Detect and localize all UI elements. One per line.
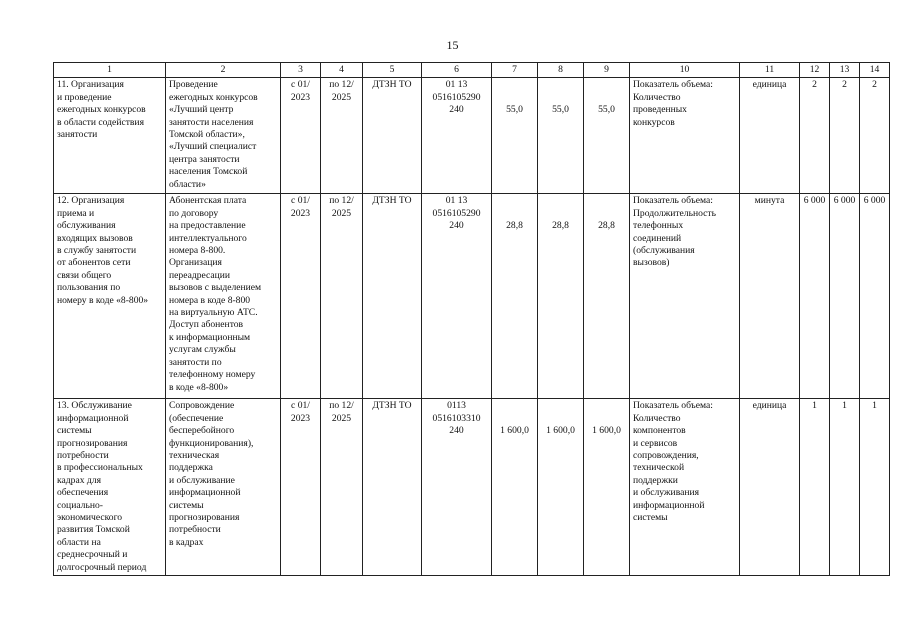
indicator-cell [630, 78, 740, 194]
budget-code-cell [422, 78, 492, 194]
cell-text-line: кадрах для [57, 474, 101, 486]
amount-2024-cell [538, 399, 584, 576]
cell-text-line: телефонному номеру [169, 369, 256, 381]
column-number: 13 [830, 63, 860, 78]
cell-text-line: среднесрочный и [57, 549, 128, 561]
cell-text-line: номера 8-800. [169, 245, 226, 257]
cell-text: 1 [872, 400, 877, 412]
amount-2023-cell [492, 399, 538, 576]
cell-text-line: ежегодных конкурсов [169, 91, 258, 103]
cell-text-line: потребности [169, 524, 221, 536]
column-number: 8 [538, 63, 584, 78]
value-2025-cell [860, 78, 890, 194]
cell-text-line: от абонентов сети [57, 257, 131, 269]
cell-text: ДТЗН ТО [372, 400, 412, 412]
cell-text-line: 01 13 [445, 79, 468, 91]
value-2023-cell [800, 399, 830, 576]
table-row [54, 78, 890, 194]
cell-text-line: Томской области», [169, 129, 245, 141]
value-2024-cell [830, 399, 860, 576]
cell-text-line: Сопровождение [169, 400, 235, 412]
cell-text: единица [752, 400, 787, 412]
budget-code-cell [422, 399, 492, 576]
cell-text-line: экономического [57, 512, 123, 524]
cell-text-line: в коде «8-800» [169, 381, 229, 393]
cell-text: 6 000 [803, 195, 826, 207]
cell-text-line: номеру в коде «8-800» [57, 294, 149, 306]
table-row [54, 194, 890, 399]
amount-2024-cell [538, 78, 584, 194]
cell-text-line: центра занятости [169, 153, 240, 165]
value-2024-cell [830, 194, 860, 399]
cell-text-line: к информационным [169, 331, 251, 343]
amount-2023-cell [492, 78, 538, 194]
column-number: 3 [281, 63, 321, 78]
column-number: 5 [363, 63, 422, 78]
cell-text-line: системы [57, 425, 92, 437]
cell-text-line: 01 13 [445, 195, 468, 207]
unit-cell [740, 194, 800, 399]
indicator-cell [630, 194, 740, 399]
cell-text-line: системы [169, 499, 204, 511]
value-2023-cell [800, 194, 830, 399]
start-date-cell [281, 78, 321, 194]
amount-2025-cell [584, 78, 630, 194]
cell-text: 1 [812, 400, 817, 412]
cell-text-line: обслуживания [57, 220, 116, 232]
cell-text: 2 [872, 79, 877, 91]
cell-text-line: поддержка [169, 462, 213, 474]
column-number: 9 [584, 63, 630, 78]
budget-activities-table [53, 62, 890, 576]
start-date-cell [281, 399, 321, 576]
cell-text-line: Показатель объема: [633, 79, 713, 91]
cell-text-line: на виртуальную АТС. [169, 307, 258, 319]
cell-text-line: приема и [57, 207, 95, 219]
cell-text-line: ежегодных конкурсов [57, 104, 146, 116]
budget-code-cell [422, 194, 492, 399]
cell-text-line: и сервисов [633, 437, 678, 449]
cell-text: минута [754, 195, 785, 207]
amount-2024-cell [538, 194, 584, 399]
cell-text: 28,8 [506, 220, 523, 232]
end-date-cell [321, 78, 363, 194]
cell-text: 1 600,0 [546, 425, 575, 437]
cell-text: 55,0 [552, 104, 569, 116]
cell-text: 2 [812, 79, 817, 91]
cell-text-line: системы [633, 512, 668, 524]
page-number: 15 [446, 38, 459, 52]
cell-text-line: прогнозирования [169, 512, 240, 524]
activity-description-cell [166, 78, 281, 194]
cell-text-line: в кадрах [169, 536, 204, 548]
cell-text-line: 240 [449, 104, 464, 116]
activity-name-cell [54, 194, 166, 399]
cell-text-line: 0113 [447, 400, 466, 412]
cell-text-line: 11. Организация [57, 79, 124, 91]
cell-text-line: долгосрочный период [57, 561, 147, 573]
cell-text-line: переадресации [169, 269, 231, 281]
cell-text-line: обеспечения [57, 487, 109, 499]
end-date-cell [321, 194, 363, 399]
amount-2025-cell [584, 399, 630, 576]
cell-text-line: прогнозирования [57, 437, 128, 449]
cell-text-line: вызовов) [633, 257, 670, 269]
cell-text: 55,0 [598, 104, 615, 116]
cell-text-line: социально- [57, 499, 103, 511]
cell-text-line: 0516105290 [432, 91, 481, 103]
column-number: 2 [166, 63, 281, 78]
cell-text: 55,0 [506, 104, 523, 116]
column-number-row [54, 63, 890, 78]
cell-text-line: 2023 [290, 412, 311, 424]
column-number: 7 [492, 63, 538, 78]
cell-text-line: по 12/ [329, 195, 354, 207]
value-2025-cell [860, 194, 890, 399]
column-number: 12 [800, 63, 830, 78]
column-number: 4 [321, 63, 363, 78]
cell-text-line: бесперебойного [169, 425, 235, 437]
amount-2025-cell [584, 194, 630, 399]
cell-text-line: входящих вызовов [57, 232, 133, 244]
activity-description-cell [166, 399, 281, 576]
cell-text-line: Проведение [169, 79, 218, 91]
cell-text-line: Количество [633, 91, 681, 103]
executor-cell [363, 78, 422, 194]
cell-text-line: номера в коде 8-800 [169, 294, 251, 306]
cell-text-line: Показатель объема: [633, 400, 713, 412]
cell-text-line: «Лучший специалист [169, 141, 257, 153]
indicator-cell [630, 399, 740, 576]
cell-text-line: телефонных [633, 220, 684, 232]
cell-text-line: Абонентская плата [169, 195, 247, 207]
cell-text-line: 240 [449, 425, 464, 437]
cell-text-line: информационной [633, 499, 705, 511]
cell-text-line: 0516103310 [432, 412, 481, 424]
cell-text: 28,8 [598, 220, 615, 232]
table-row [54, 399, 890, 576]
cell-text-line: функционирования), [169, 437, 254, 449]
cell-text-line: 2025 [331, 412, 352, 424]
cell-text: 1 600,0 [592, 425, 621, 437]
cell-text-line: населения Томской [169, 166, 248, 178]
cell-text-line: с 01/ [291, 195, 310, 207]
cell-text-line: Организация [169, 257, 222, 269]
cell-text-line: пользования по [57, 282, 121, 294]
cell-text: 6 000 [863, 195, 886, 207]
cell-text-line: Доступ абонентов [169, 319, 244, 331]
end-date-cell [321, 399, 363, 576]
value-2025-cell [860, 399, 890, 576]
cell-text-line: 13. Обслуживание [57, 400, 132, 412]
cell-text-line: области на [57, 536, 101, 548]
cell-text: 2 [842, 79, 847, 91]
column-number: 14 [860, 63, 890, 78]
cell-text-line: и проведение [57, 91, 112, 103]
cell-text-line: в службу занятости [57, 245, 137, 257]
cell-text-line: информационной [57, 412, 129, 424]
cell-text-line: услугам службы [169, 344, 236, 356]
cell-text-line: 12. Организация [57, 195, 125, 207]
cell-text-line: интеллектуального [169, 232, 247, 244]
cell-text-line: (обеспечение [169, 412, 224, 424]
column-number: 6 [422, 63, 492, 78]
cell-text-line: компонентов [633, 425, 686, 437]
cell-text-line: технической [633, 462, 685, 474]
cell-text-line: проведенных [633, 104, 687, 116]
cell-text: ДТЗН ТО [372, 195, 412, 207]
cell-text-line: конкурсов [633, 116, 675, 128]
cell-text: 28,8 [552, 220, 569, 232]
cell-text-line: в области содействия [57, 116, 144, 128]
executor-cell [363, 194, 422, 399]
cell-text-line: 2025 [331, 91, 352, 103]
cell-text-line: 2023 [290, 207, 311, 219]
cell-text-line: и обслуживания [633, 487, 700, 499]
cell-text-line: с 01/ [291, 79, 310, 91]
executor-cell [363, 399, 422, 576]
cell-text-line: области» [169, 178, 206, 190]
cell-text-line: «Лучший центр [169, 104, 234, 116]
cell-text-line: 2025 [331, 207, 352, 219]
activity-name-cell [54, 399, 166, 576]
cell-text-line: Продолжительность [633, 207, 716, 219]
cell-text-line: Количество [633, 412, 681, 424]
cell-text-line: связи общего [57, 269, 112, 281]
cell-text-line: 240 [449, 220, 464, 232]
cell-text-line: соединений [633, 232, 682, 244]
start-date-cell [281, 194, 321, 399]
cell-text-line: занятости [57, 129, 98, 141]
activity-description-cell [166, 194, 281, 399]
cell-text-line: по договору [169, 207, 219, 219]
column-number: 1 [54, 63, 166, 78]
cell-text-line: и обслуживание [169, 474, 235, 486]
value-2023-cell [800, 78, 830, 194]
column-number: 10 [630, 63, 740, 78]
cell-text-line: Показатель объема: [633, 195, 713, 207]
cell-text: 1 600,0 [500, 425, 529, 437]
cell-text-line: (обслуживания [633, 245, 695, 257]
cell-text: единица [752, 79, 787, 91]
cell-text-line: занятости по [169, 356, 222, 368]
cell-text-line: техническая [169, 450, 220, 462]
amount-2023-cell [492, 194, 538, 399]
cell-text-line: поддержки [633, 474, 678, 486]
cell-text-line: с 01/ [291, 400, 310, 412]
cell-text: ДТЗН ТО [372, 79, 412, 91]
cell-text-line: по 12/ [329, 79, 354, 91]
cell-text-line: на предоставление [169, 220, 246, 232]
cell-text-line: в профессиональных [57, 462, 143, 474]
cell-text-line: по 12/ [329, 400, 354, 412]
unit-cell [740, 399, 800, 576]
cell-text: 6 000 [833, 195, 856, 207]
cell-text-line: информационной [169, 487, 241, 499]
activity-name-cell [54, 78, 166, 194]
cell-text-line: вызовов с выделением [169, 282, 262, 294]
cell-text-line: 2023 [290, 91, 311, 103]
value-2024-cell [830, 78, 860, 194]
cell-text-line: потребности [57, 450, 109, 462]
cell-text-line: развития Томской [57, 524, 130, 536]
column-number: 11 [740, 63, 800, 78]
unit-cell [740, 78, 800, 194]
cell-text: 1 [842, 400, 847, 412]
cell-text-line: занятости населения [169, 116, 254, 128]
cell-text-line: 0516105290 [432, 207, 481, 219]
cell-text-line: сопровождения, [633, 450, 699, 462]
